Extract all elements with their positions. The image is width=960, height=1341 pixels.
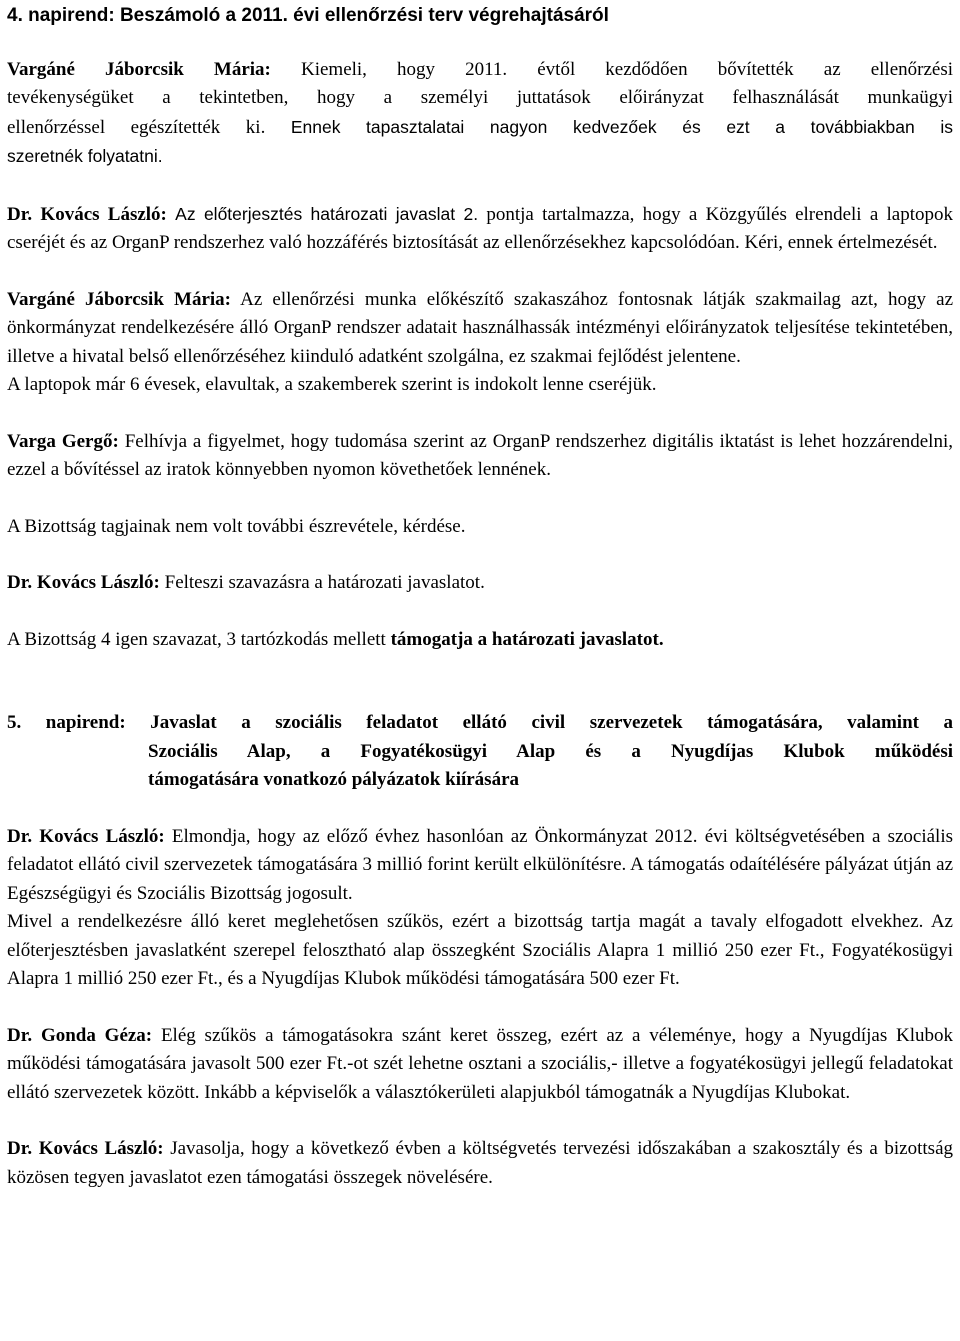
speaker-name: Dr. Kovács László: — [7, 203, 167, 225]
paragraph-kovacs-3: Dr. Kovács László: Javasolja, hogy a következő évben a költségvetés tervezési időszakában a szakosztály és a bizottság közösen tegyen javaslatot ezen támogatási összegek növelésére. — [7, 1138, 954, 1188]
agenda-4-heading: 4. napirend: Beszámoló a 2011. évi ellenőrzési terv végrehajtásáról — [7, 5, 609, 26]
speaker-name: Varga Gergő: — [7, 430, 119, 452]
speaker-name: Dr. Kovács László: — [7, 1138, 164, 1159]
paragraph-varga-2: Vargáné Jáborcsik Mária: Az ellenőrzési munka előkészítő szakaszához fontosnak látják szakmailag azt, hogy az önkormányzat rendelkezésére álló OrganP rendszer adatait használhassák intézményi előirányzatok teljesítése tekintetében, illetve a hivatal belső ellenőrzéséhez kiinduló adatként szolgálna, ez szakmai fejlődést jelentene. A laptopok már 6 évesek, elavultak, a szakemberek szerint is indokolt lenne cseréjük. — [7, 288, 954, 395]
paragraph-kovacs-1: Dr. Kovács László: Az előterjesztés határozati javaslat 2. pontja tartalmazza, hogy a Közgyűlés elrendeli a laptopok cseréjét és az OrganP rendszerhez való hozzáférés biztosítását az ellenőrzésekhez kapcsolódóan. Kéri, ennek értelmezését. — [7, 203, 953, 253]
speaker-name: Dr. Kovács László: — [7, 825, 165, 847]
speaker-name: Vargáné Jáborcsik Mária: — [7, 288, 232, 310]
paragraph-varga-1: Vargáné Jáborcsik Mária: Kiemeli, hogy 2011. évtől kezdődően bővítették az ellenőrzési tevékenységüket a tekintetben, hogy a személyi juttatások előirányzat felhasználását munkaügyi ellenőrzéssel egészítették ki. Ennek tapasztalatai nagyon kedvezőek és ezt a továbbiakban is szeretnék folyatatni. — [7, 58, 954, 166]
paragraph-committee-note: A Bizottság tagjainak nem volt további észrevétele, kérdése. — [7, 515, 466, 537]
speaker-name: Vargáné Jáborcsik Mária: — [7, 58, 271, 80]
paragraph-varga-gergo: Varga Gergő: Felhívja a figyelmet, hogy tudomása szerint az OrganP rendszerhez digitális iktatást is lehet hozzárendelni, ezzel a bővítéssel az iratok könnyebben nyomon követhetőek lennének. — [7, 430, 953, 480]
speaker-name: Dr. Kovács László: — [7, 572, 160, 593]
speaker-name: Dr. Gonda Géza: — [7, 1024, 153, 1046]
paragraph-gonda: Dr. Gonda Géza: Elég szűkös a támogatásokra szánt keret összeg, ezért az a véleménye, hogy a Nyugdíjas Klubok működési támogatására javasolt 500 ezer Ft.-ot szét lehetne osztani a szociális,- illetve a fogyatékosügyi jellegű feladatokat ellátó szervezetek között. Inkább a képviselők a választókerületi alapjukból támogatnák a Nyugdíjas Klubokat. — [7, 1024, 954, 1103]
document-page — [7, 0, 953, 1192]
paragraph-vote-result: A Bizottság 4 igen szavazat, 3 tartózkodás mellett támogatja a határozati javaslatot. — [7, 628, 664, 650]
paragraph-kovacs-2: Dr. Kovács László: Elmondja, hogy az előző évhez hasonlóan az Önkormányzat 2012. évi költségvetésében a szociális feladatot ellátó civil szervezetek támogatására 3 millió forint került elkülönítésre. A támogatás odaítélésére pályázat útján az Egészségügyi és Szociális Bizottság jogosult. Mivel a rendelkezésre álló keret meglehetősen szűkös, ezért a bizottság tartja magát a tavaly elfogadott elvekhez. Az előterjesztésben javaslatként szerepel felosztható alap összegként Szociális Alapra 1 millió 250 ezer Ft., Fogyatékosügyi Alapra 1 millió 250 ezer Ft., és a Nyugdíjas Klubok működési támogatására 500 ezer Ft. — [7, 825, 954, 989]
agenda-5-heading: 5. napirend: Javaslat a szociális feladatot ellátó civil szervezetek támogatására, valamint a Szociális Alap, a Fogyatékosügyi Alap és a Nyugdíjas Klubok működési támogatására vonatkozó pályázatok kiírására — [7, 712, 953, 790]
paragraph-kovacs-vote: Dr. Kovács László: Felteszi szavazásra a határozati javaslatot. — [7, 572, 485, 593]
